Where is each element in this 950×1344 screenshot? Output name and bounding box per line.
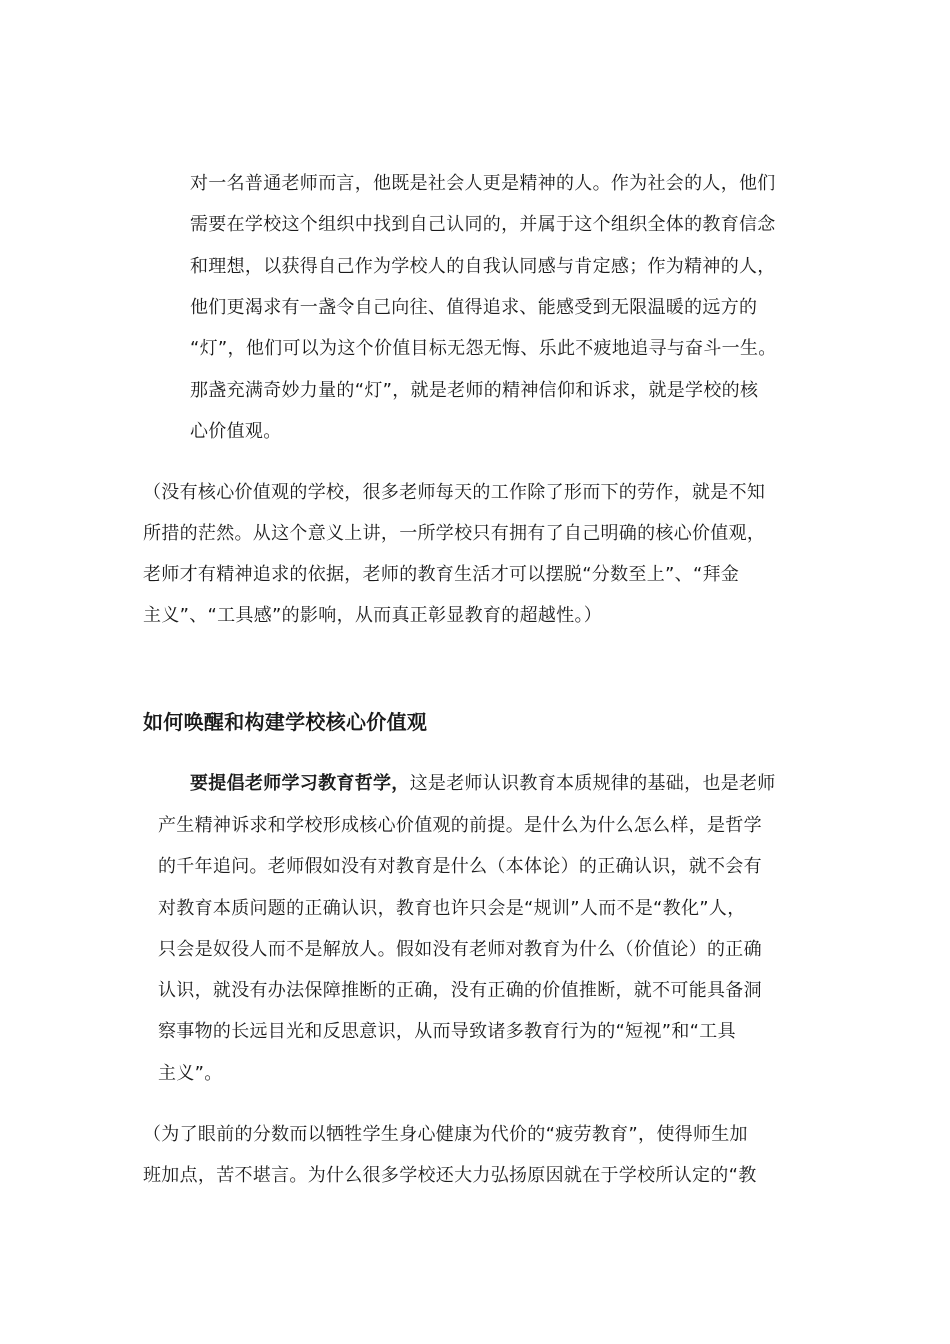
paragraph-1-line: 需要在学校这个组织中找到自己认同的，并属于这个组织全体的教育信念	[190, 214, 776, 235]
section-heading: 如何唤醒和构建学校核心价值观	[143, 710, 428, 734]
paragraph-1-line: 和理想，以获得自己作为学校人的自我认同感与肯定感；作为精神的人，	[190, 256, 776, 277]
paragraph-3-first-line	[190, 772, 776, 796]
paragraph-1-line: 心价值观。	[190, 421, 282, 442]
paragraph-1-line: 那盏充满奇妙力量的“灯”，就是老师的精神信仰和诉求，就是学校的核	[190, 380, 759, 401]
paragraph-3-line: 的千年追问。老师假如没有对教育是什么（本体论）的正确认识，就不会有	[158, 856, 762, 877]
paragraph-3-line: 主义”。	[158, 1063, 223, 1084]
paragraph-3-line: 认识，就没有办法保障推断的正确，没有正确的价值推断，就不可能具备洞	[158, 980, 762, 1001]
paragraph-4-line: （为了眼前的分数而以牺牲学生身心健康为代价的“疲劳教育”，使得师生加	[143, 1124, 748, 1145]
paragraph-4-line: 班加点，苦不堪言。为什么很多学校还大力弘扬原因就在于学校所认定的“教	[143, 1165, 757, 1186]
paragraph-3-line: 对教育本质问题的正确认识，教育也许只会是“规训”人而不是“教化”人，	[158, 898, 746, 919]
paragraph-1-line: 对一名普通老师而言，他既是社会人更是精神的人。作为社会的人，他们	[190, 173, 776, 194]
paragraph-3-line: 察事物的长远目光和反思意识，从而导致诸多教育行为的“短视”和“工具	[158, 1021, 736, 1042]
paragraph-3-first-rest: 这是老师认识教育本质规律的基础，也是老师	[409, 773, 776, 794]
paragraph-3-line: 只会是奴役人而不是解放人。假如没有老师对教育为什么（价值论）的正确	[158, 939, 762, 960]
paragraph-2-line: 老师才有精神追求的依据，老师的教育生活才可以摆脱“分数至上”、“拜金	[143, 564, 740, 585]
paragraph-2-line: （没有核心价值观的学校，很多老师每天的工作除了形而下的劳作，就是不知	[143, 482, 766, 503]
paragraph-3-bold-lead: 要提倡老师学习教育哲学，	[190, 773, 410, 794]
paragraph-3-line: 产生精神诉求和学校形成核心价值观的前提。是什么为什么怎么样，是哲学	[158, 815, 762, 836]
paragraph-2-line: 所措的茫然。从这个意义上讲，一所学校只有拥有了自己明确的核心价值观，	[143, 523, 766, 544]
paragraph-1-line: “灯”，他们可以为这个价值目标无怨无悔、乐此不疲地追寻与奋斗一生。	[190, 338, 777, 359]
paragraph-1-line: 他们更渴求有一盏令自己向往、值得追求、能感受到无限温暖的远方的	[190, 297, 758, 318]
paragraph-2-line: 主义”、“工具感”的影响，从而真正彰显教育的超越性。）	[143, 605, 603, 626]
